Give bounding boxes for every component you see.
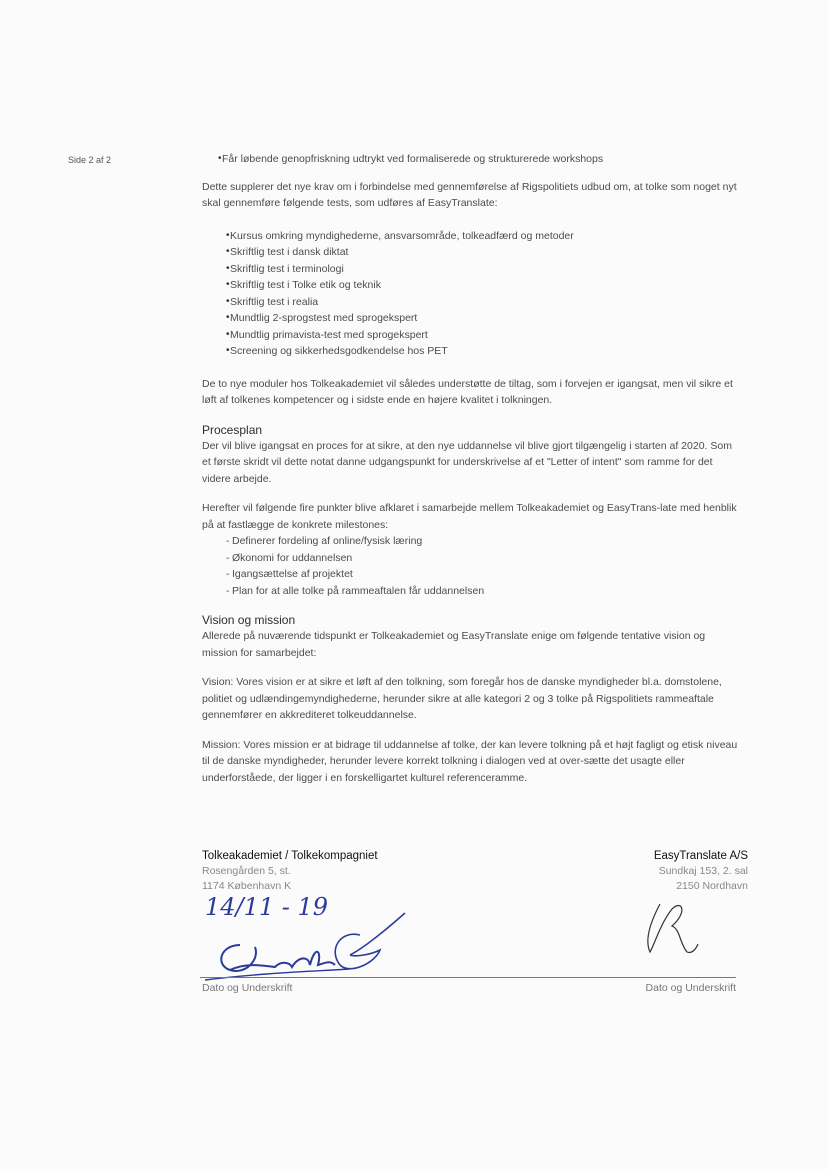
list-item: • Screening og sikkerhedsgodkendelse hos PET [202,343,742,360]
list-item: • Skriftlig test i terminologi [202,261,742,278]
signature-divider [200,977,736,978]
mission-paragraph: Mission: Vores mission er at bidrage til uddannelse af tolke, der kan levere tolkning på et højt fagligt og etisk niveau til de danske myndigheder, herunder levere korrekt tolkning i dialogen ved at over-sætte det usagte eller underforståede, der ligger i en forskelligartet kulturel referenceramme. [202,738,738,784]
top-bullet-list [194,151,742,168]
vision-paragraph: Vision: Vores vision er at sikre et løft af den tolkning, som foregår hos de danske myndigheder bl.a. domstolene, politiet og udlændingemyndighederne, herunder sikre at alle kategori 2 og 3 tolke på Rigspolitiets rammeaftale gennemfører en akkrediteret tolkeuddannelse. [202,676,722,721]
address-line: 2150 Nordhavn [676,880,748,892]
date-signature-caption-left: Dato og Underskrift [202,982,293,994]
intro-paragraph: Dette supplerer det nye krav om i forbindelse med gennemførelse af Rigspolitiets udbud om, at tolke som noget nyt skal gennemføre følgende tests, som udføres af EasyTranslate: [202,180,737,209]
tests-list [202,228,742,360]
signature-block-right [528,849,748,894]
list-item: - Definerer fordeling af online/fysisk læring [202,533,742,550]
signatory-name-left: Tolkeakademiet / Tolkekompagniet [202,850,378,862]
vision-intro-paragraph: Allerede på nuværende tidspunkt er Tolkeakademiet og EasyTranslate enige om følgende tentative vision og mission for samarbejdet: [202,630,706,659]
list-item: - Plan for at alle tolke på rammeaftalen får uddannelsen [202,583,742,600]
procesplan-points [202,533,742,599]
procesplan-next-paragraph: Herefter vil følgende fire punkter blive afklaret i samarbejde mellem Tolkeakademiet og EasyTrans-late med henblik på at fastlægge de konkrete milestones: [202,502,737,531]
document-body [202,151,742,786]
list-item: • Mundtlig primavista-test med sprogekspert [202,327,742,344]
vision-heading: Vision og mission [202,613,296,627]
handwritten-date: 14/11 - 19 [205,893,329,921]
list-item: - Økonomi for uddannelsen [202,550,742,567]
signatory-name-right: EasyTranslate A/S [653,850,748,862]
list-item: • Mundtlig 2-sprogstest med sprogekspert [202,310,742,327]
list-item: • Skriftlig test i Tolke etik og teknik [202,277,742,294]
procesplan-heading: Procesplan [202,422,263,437]
list-item: • Skriftlig test i realia [202,294,742,311]
modules-paragraph: De to nye moduler hos Tolkeakademiet vil således understøtte de tiltag, som i forvejen er igangsat, men vil sikre et løft af tolkenes kompetencer og i sidste ende en højere kvalitet i tolkningen. [202,377,733,406]
address-line: 1174 København K [202,880,292,892]
list-item: • Skriftlig test i dansk diktat [202,244,742,261]
page-number: Side 2 af 2 [68,155,112,165]
signature-left-icon [200,905,420,985]
procesplan-paragraph: Der vil blive igangsat en proces for at sikre, at den nye uddannelse vil blive gjort tilgængelig i starten af 2020. Som et første skridt vil dette notat danne udgangspunkt for underskrivelse af et "Letter of intent" som ramme for det videre arbejde. [202,439,732,485]
address-line: Rosengården 5, st. [202,865,291,877]
date-signature-caption-right: Dato og Underskrift [645,982,736,994]
list-item: - Igangsættelse af projektet [202,566,742,583]
signature-right-icon [632,894,712,964]
list-item: • Kursus omkring myndighederne, ansvarsområde, tolkeadfærd og metoder [202,228,742,245]
address-line: Sundkaj 153, 2. sal [658,865,748,877]
signature-block-left [202,849,502,894]
list-item: • Får løbende genopfriskning udtrykt ved formaliserede og strukturerede workshops [194,151,742,168]
